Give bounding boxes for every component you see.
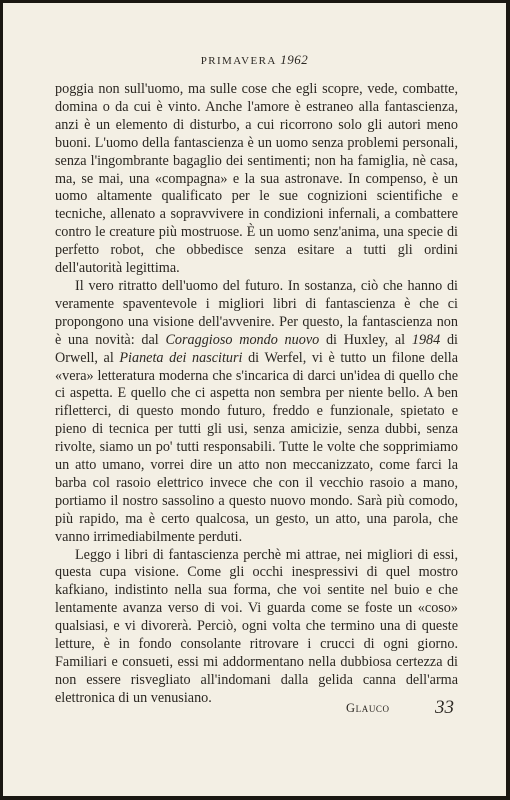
paragraph <box>55 547 458 708</box>
text-run: Il vero ritratto dell'uomo del futuro. In sostanza, ciò che hanno di veramente spaventevole i migliori libri di fantascienza è che ci propongono una visione dell'avvenire. Per questo, la fantascienza non è una novità: dal <box>55 277 458 348</box>
page-number: 33 <box>435 697 454 718</box>
text-run: di Orwell, al <box>55 331 458 366</box>
paragraph <box>55 81 458 278</box>
header-year: 1962 <box>280 52 309 67</box>
text-run: Leggo i libri di fantascienza perchè mi attrae, nei migliori di essi, questa cupa visione. Come gli occhi inespressivi di quel mostro kafkiano, indistinto nella sua forma, che voi sentite nel buio e che lentamente avanza verso di voi. Vi guarda come se foste un «coso» qualsiasi, e vi divorerà. Perciò, ogni volta che termino una di queste letture, è in fondo consolante ritrovare i crucci di ogni giorno. Familiari e consueti, essi mi addormentano nella dubbiosa certezza di non essere risvegliato all'indomani dalla gelida canna dell'arma elettronica di un venusiano. <box>55 546 458 706</box>
text-run: di Werfel, vi è tutto un filone della «vera» letteratura moderna che s'incarica di darci un'idea di quello che ci aspetta. E quello che ci aspetta non sembra per niente bello. A ben rifletterci, di questo mondo futuro, freddo e funzionale, spietato e pieno di tecnica per tutti gli usi, senza amicizie, senza dubbi, senza rivolte, siamo un po' tutti responsabili. Tutte le volte che sopprimiamo un atto umano, vorrei dire un atto non meccanizzato, come farci la barba col rasoio elettrico invece che con il vecchio rasoio a mano, portiamo il nostro sassolino a questo nuovo mondo. Sarà più comodo, più rapido, ma è certo qualcosa, un gesto, un atto, una parola, che vanno irrimediabilmente perduti. <box>55 349 458 545</box>
text-run: di Huxley, al <box>319 331 412 348</box>
text-run: poggia non sull'uomo, ma sulle cose che egli scopre, vede, combatte, domina o da cui è vinto. Anche l'amore è estraneo alla fantascienza, anzi è un elemento di disturbo, a cui ricorrono solo gli autori meno buoni. L'uomo della fantascienza è un uomo senza problemi personali, senza l'ingombrante bagaglio dei sentimenti; non ha famiglia, nè casa, ma, se mai, una «compagna» e la sua astronave. In compenso, è un uomo altamente qualificato per le sue cognizioni scientifiche e tecniche, allenato a sopravvivere in condizioni infernali, a combattere contro le creature più mostruose. È un uomo senz'anima, una specie di perfetto robot, che obbedisce senza esitare a tutti gli ordini dell'autorità legittima. <box>55 81 458 277</box>
book-title: Coraggioso mondo nuovo <box>165 331 320 348</box>
book-title: 1984 <box>411 331 441 348</box>
running-header <box>3 52 506 68</box>
book-page <box>3 3 506 796</box>
author-signature: Glauco <box>346 701 390 715</box>
header-title: PRIMAVERA <box>200 55 277 67</box>
book-title: Pianeta dei nascituri <box>119 349 243 366</box>
article-body <box>55 81 458 708</box>
paragraph <box>55 278 458 547</box>
